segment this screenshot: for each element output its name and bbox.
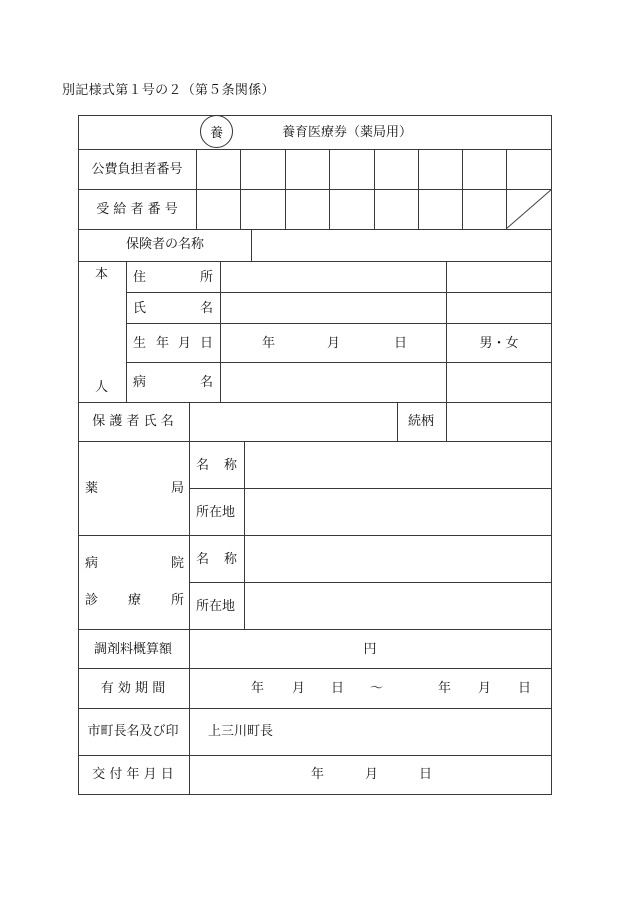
- hospital-label-1: 病: [85, 556, 99, 571]
- pharmacy-label-2: 局: [171, 481, 185, 496]
- rule-digit-2: [285, 149, 286, 229]
- hospital-name-label-2: 称: [224, 552, 238, 567]
- dob-label-4: 日: [200, 336, 214, 351]
- dispensing-fee-label: 調剤料概算額: [93, 642, 173, 657]
- rule-top: [78, 115, 552, 116]
- recipient-number-slash: [506, 189, 552, 229]
- rule-validity-bottom: [78, 708, 552, 709]
- rule-title-bottom: [78, 149, 552, 150]
- rule-digit-4: [374, 149, 375, 229]
- recipient-number-label: 受 給 者 番 号: [96, 202, 178, 217]
- validity-period-label: 有 効 期 間: [100, 681, 166, 696]
- rule-facility-label-divider: [189, 441, 190, 795]
- validity-to-day: 日: [518, 681, 532, 696]
- mayor-name: 上三川町長: [208, 724, 274, 739]
- dob-label-3: 月: [178, 336, 192, 351]
- dob-label-2: 年: [156, 336, 170, 351]
- clinic-label-2: 療: [128, 593, 142, 608]
- validity-from-month: 月: [292, 681, 306, 696]
- rule-address-bottom: [126, 292, 552, 293]
- rule-hospital-bottom: [78, 629, 552, 630]
- rule-insurer-divider: [251, 229, 252, 261]
- issue-day-unit: 日: [419, 767, 433, 782]
- rule-person-right-divider: [446, 261, 447, 442]
- rule-guardian-bottom: [78, 441, 552, 442]
- validity-to-year: 年: [438, 681, 452, 696]
- public-payer-number-label: 公費負担者番号: [91, 162, 183, 177]
- rule-digit-6: [462, 149, 463, 229]
- rule-person-label-divider: [220, 261, 221, 402]
- clinic-label-3: 所: [171, 593, 185, 608]
- pharmacy-name-label-2: 称: [224, 458, 238, 473]
- form-heading: 別記様式第１号の２（第５条関係）: [62, 83, 275, 98]
- person-section-bottom: 人: [95, 380, 109, 395]
- stamp-char: 養: [209, 126, 223, 141]
- pharmacy-label-1: 薬: [85, 481, 99, 496]
- rule-payer-bottom: [78, 189, 552, 190]
- rule-insurer-bottom: [78, 261, 552, 262]
- rule-relation-divider: [397, 402, 398, 442]
- rule-number-label-divider: [196, 149, 197, 229]
- rule-recipient-bottom: [78, 229, 552, 230]
- rule-digit-3: [329, 149, 330, 229]
- hospital-location-label: 所在地: [196, 599, 236, 614]
- validity-from-year: 年: [251, 681, 265, 696]
- rule-person-column: [126, 261, 127, 402]
- name-label-1: 氏: [133, 301, 147, 316]
- clinic-label-1: 診: [85, 593, 99, 608]
- dispensing-fee-unit: 円: [363, 642, 377, 657]
- rule-dob-bottom: [126, 362, 552, 363]
- person-section-top: 本: [95, 267, 109, 282]
- validity-to-month: 月: [478, 681, 492, 696]
- issue-year-unit: 年: [311, 767, 325, 782]
- validity-from-day: 日: [331, 681, 345, 696]
- rule-mayor-bottom: [78, 755, 552, 756]
- rule-facility-sublabel-divider: [244, 441, 245, 629]
- dob-label-1: 生: [133, 336, 147, 351]
- issue-month-unit: 月: [365, 767, 379, 782]
- dob-year-unit: 年: [262, 336, 276, 351]
- validity-tilde: ～: [370, 681, 384, 696]
- mayor-seal-label: 市町長名及び印: [87, 724, 179, 739]
- form-title: 養育医療券（薬局用）: [281, 125, 413, 140]
- insurer-name-label: 保険者の名称: [125, 237, 205, 252]
- rule-digit-1: [240, 149, 241, 229]
- address-label-2: 所: [200, 270, 214, 285]
- relation-label: 続柄: [407, 414, 435, 429]
- pharmacy-location-label: 所在地: [196, 505, 236, 520]
- rule-pharmacy-bottom: [78, 535, 552, 536]
- dob-month-unit: 月: [327, 336, 341, 351]
- rule-guardian-label-divider: [189, 402, 190, 442]
- issue-date-label: 交 付 年 月 日: [92, 767, 174, 782]
- yoiku-stamp-circle: [200, 115, 233, 148]
- hospital-label-2: 院: [171, 556, 185, 571]
- address-label-1: 住: [133, 270, 147, 285]
- guardian-name-label: 保 護 者 氏 名: [92, 414, 174, 429]
- rule-digit-5: [418, 149, 419, 229]
- disease-label-2: 名: [200, 375, 214, 390]
- rule-bottom: [78, 794, 552, 795]
- sex-options: 男・女: [479, 336, 519, 351]
- rule-fee-bottom: [78, 668, 552, 669]
- name-label-2: 名: [200, 301, 214, 316]
- hospital-name-label-1: 名: [196, 552, 210, 567]
- pharmacy-name-label-1: 名: [196, 458, 210, 473]
- rule-name-bottom: [126, 323, 552, 324]
- rule-left: [78, 115, 79, 795]
- disease-label-1: 病: [133, 375, 147, 390]
- rule-person-bottom: [78, 402, 552, 403]
- dob-day-unit: 日: [394, 336, 408, 351]
